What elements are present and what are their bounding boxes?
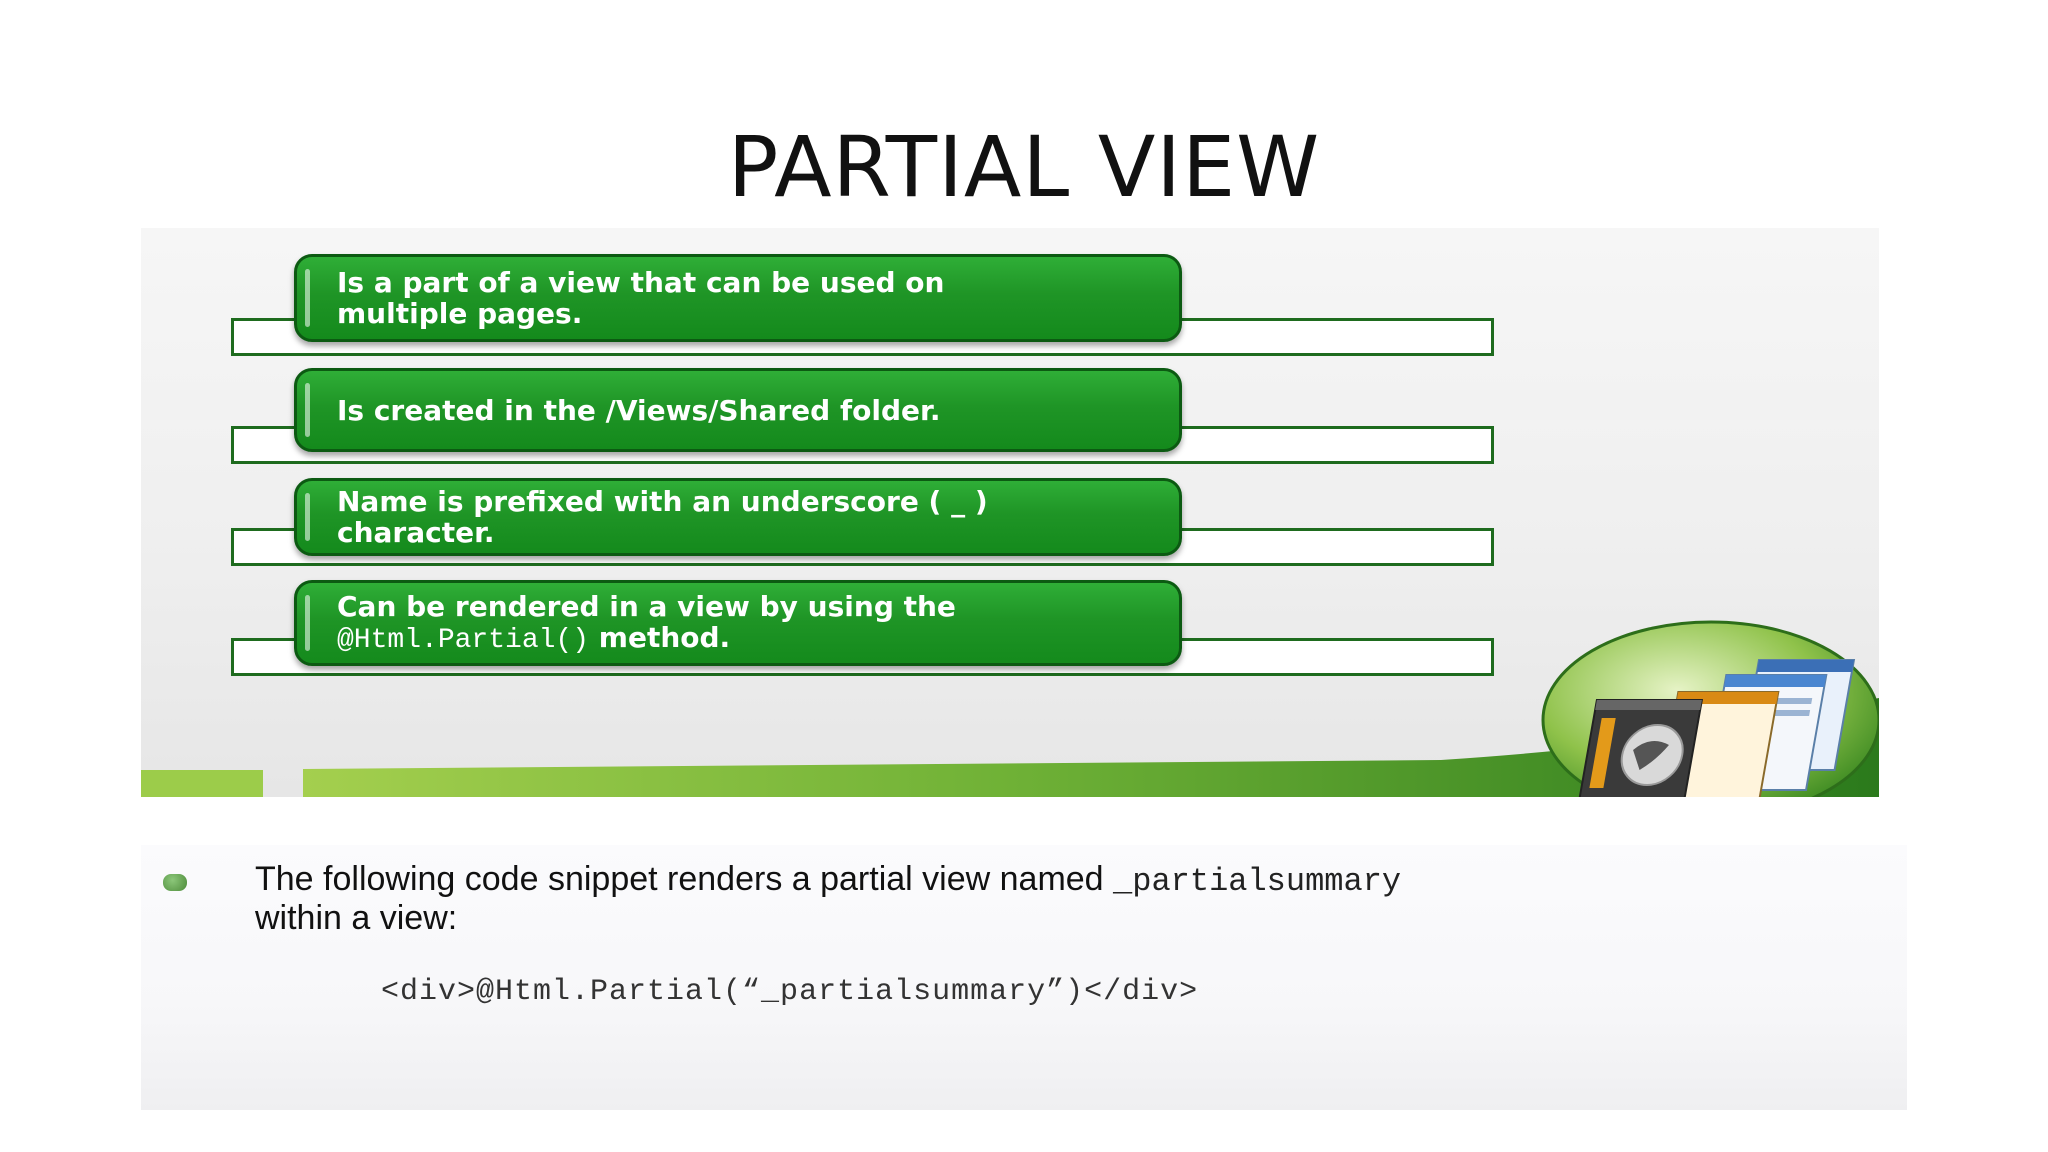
code-sample: <div>@Html.Partial(“_partialsummary”)</div>	[381, 975, 1199, 1009]
green-bullet-icon	[163, 874, 187, 891]
description-code: _partialsummary	[1113, 863, 1402, 900]
description-text: The following code snippet renders a partial view named	[255, 860, 1114, 898]
item-4-line1: Can be rendered in a view by using the	[337, 589, 956, 623]
description-suffix: within a view:	[255, 899, 458, 937]
snippet-description	[255, 861, 1895, 937]
item-3-text: Name is prefixed with an underscore ( _ ) character.	[337, 485, 988, 549]
code-snippet-section	[141, 845, 1907, 1110]
item-4-suffix: method.	[589, 620, 731, 654]
web-pages-globe-icon	[1541, 620, 1879, 797]
item-4-code: @Html.Partial()	[337, 624, 590, 656]
item-1-text: Is a part of a view that can be used on multiple pages.	[337, 266, 945, 330]
slide-title: PARTIAL VIEW	[727, 118, 1321, 216]
item-2-text: Is created in the /Views/Shared folder.	[337, 393, 941, 427]
partial-view-diagram	[141, 228, 1879, 797]
